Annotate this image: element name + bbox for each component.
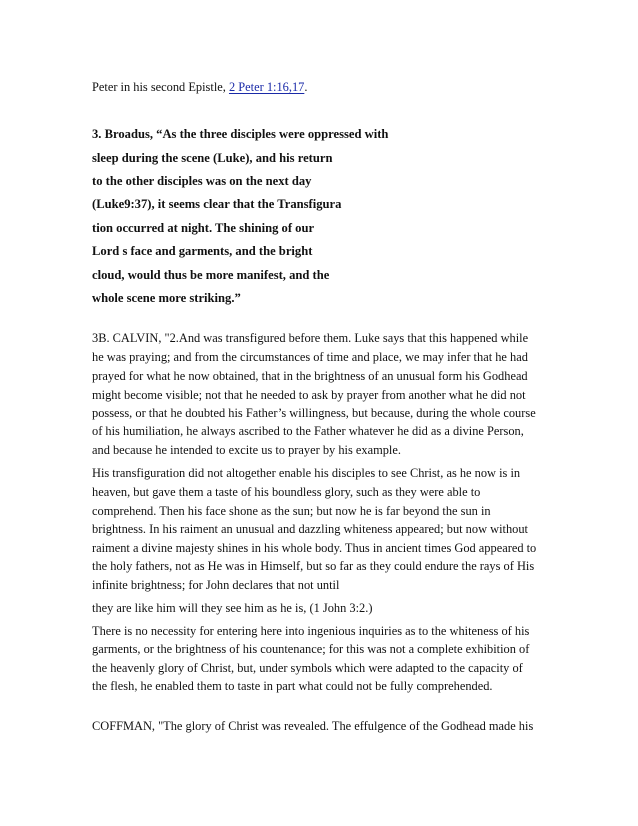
calvin-line: they are like him will they see him as he is, (1 John 3:2.) — [92, 601, 373, 615]
calvin-line: the holy fathers, not as He was in Himself, but so far as they could endure the rays of His — [92, 559, 535, 573]
calvin-line: garments, or the brightness of his countenance; for this was not a complete exhibition of — [92, 642, 530, 656]
broadus-line: sleep during the scene (Luke), and his return — [92, 151, 333, 165]
calvin-line: prayed for what he now obtained, that in the brightness of an unusual form his Godhead — [92, 369, 528, 383]
calvin-line: His transfiguration did not altogether enable his disciples to see Christ, as he now is in — [92, 466, 521, 480]
intro-period: . — [304, 80, 308, 94]
calvin-line: infinite brightness; for John declares that not until — [92, 578, 340, 592]
calvin-line: and because he intended to excite us to prayer by his example. — [92, 443, 401, 457]
calvin-line: brightness. In his raiment an unusual and dazzling whiteness appeared; but now without — [92, 522, 528, 536]
broadus-line: cloud, would thus be more manifest, and the — [92, 268, 330, 282]
calvin-line: might become visible; not that he needed to ask by prayer from another what he did not — [92, 388, 526, 402]
calvin-line: heaven, but gave them a taste of his boundless glory, such as they were able to — [92, 485, 481, 499]
calvin-line: he was praying; and from the circumstances of time and place, we may infer that he had — [92, 350, 528, 364]
broadus-line: Lord s face and garments, and the bright — [92, 244, 313, 258]
broadus-line: tion occurred at night. The shining of our — [92, 221, 315, 235]
broadus-line: (Luke9:37), it seems clear that the Transfigura — [92, 197, 342, 211]
calvin-line: 3B. CALVIN, "2.And was transfigured before them. Luke says that this happened while — [92, 331, 529, 345]
calvin-line: the flesh, he enabled them to taste in part what could not be fully comprehended. — [92, 679, 493, 693]
document-page — [92, 0, 547, 826]
broadus-line: whole scene more striking.” — [92, 291, 241, 305]
scripture-reference-link[interactable]: 2 Peter 1:16,17 — [228, 80, 305, 94]
calvin-line: possess, or that he doubted his Father’s willingness, but because, during the whole course — [92, 406, 536, 420]
intro-line — [92, 80, 307, 95]
calvin-line: raiment a divine majesty shines in his whole body. Thus in ancient times God appeared to — [92, 541, 537, 555]
calvin-line: There is no necessity for entering here into ingenious inquiries as to the whiteness of his — [92, 624, 530, 638]
broadus-line: to the other disciples was on the next day — [92, 174, 312, 188]
calvin-line: the heavenly glory of Christ, but, under symbols which were adapted to the capacity of — [92, 661, 523, 675]
broadus-line: 3. Broadus, “As the three disciples were oppressed with — [92, 127, 389, 141]
calvin-line: of his humiliation, he always ascribed to the Father whatever he did as a divine Person, — [92, 424, 524, 438]
intro-text: Peter in his second Epistle, — [92, 80, 229, 94]
coffman-line: COFFMAN, "The glory of Christ was revealed. The effulgence of the Godhead made his — [92, 719, 534, 733]
calvin-line: comprehend. Then his face shone as the sun; but now he is far beyond the sun in — [92, 504, 491, 518]
